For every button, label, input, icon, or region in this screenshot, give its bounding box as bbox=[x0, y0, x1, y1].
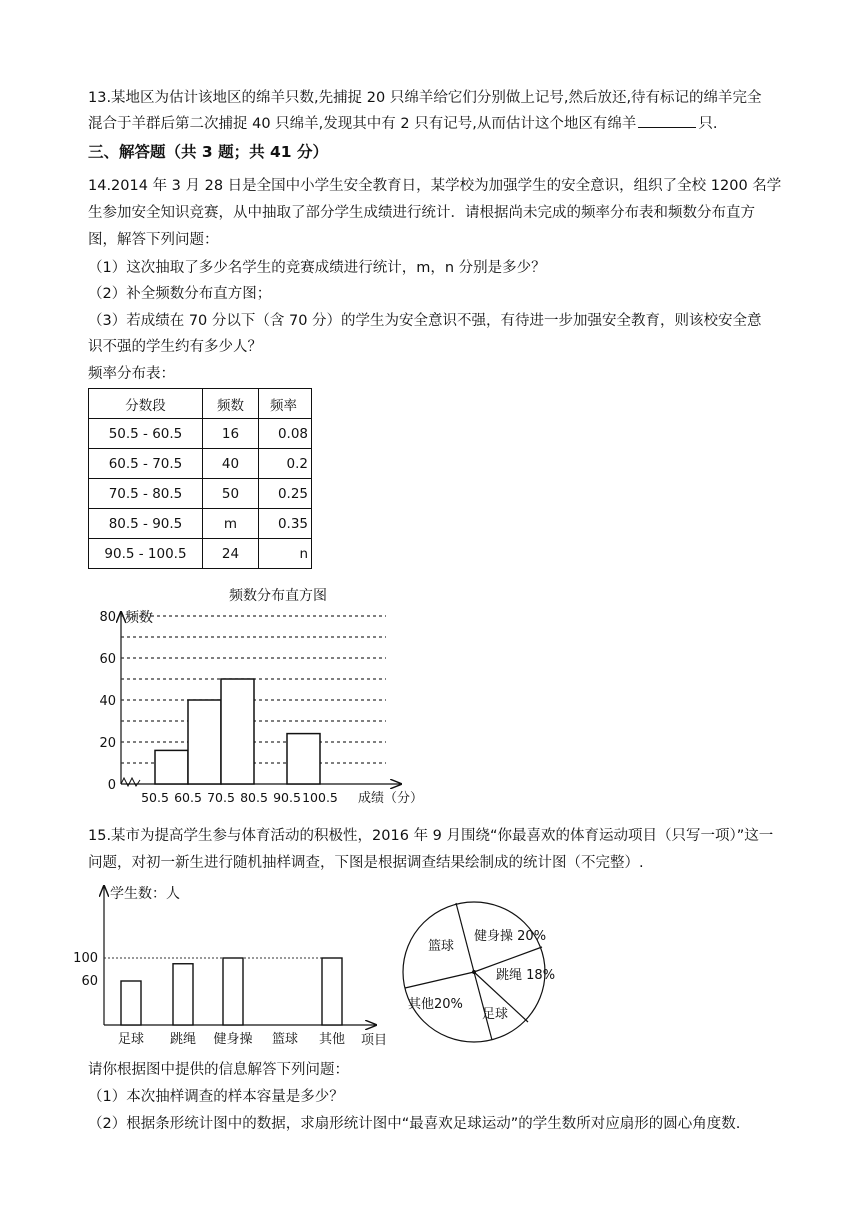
pie-label-basketball: 篮球 bbox=[428, 939, 455, 954]
histogram-y-label: 频数 bbox=[125, 610, 153, 626]
bar bbox=[173, 964, 193, 1025]
q14-line: 生参加安全知识竞赛，从中抽取了部分学生成绩进行统计．请根据尚未完成的频率分布表和频数分布直方 bbox=[88, 205, 755, 221]
histogram-x-tick: 80.5 bbox=[240, 790, 268, 805]
table-cell: n bbox=[259, 539, 312, 569]
q15-line: 请你根据图中提供的信息解答下列问题： bbox=[88, 1062, 349, 1078]
bar-category-label: 篮球 bbox=[271, 1032, 299, 1047]
histogram-x-tick: 60.5 bbox=[174, 790, 202, 805]
q14-line: 14.2014 年 3 月 28 日是全国中小学生安全教育日，某学校为加强学生的安全意识，组织了全校 1200 名学 bbox=[88, 178, 782, 194]
pie-label-aerobics-pct: 20% bbox=[517, 929, 547, 944]
q15-line: 问题，对初一新生进行随机抽样调查，下图是根据调查结果绘制成的统计图（不完整）. bbox=[88, 855, 644, 871]
histogram-y-tick: 0 bbox=[107, 778, 116, 793]
histogram-y-tick: 80 bbox=[99, 610, 116, 625]
histogram-x-tick: 50.5 bbox=[141, 790, 169, 805]
pie-label-other-pct: 20% bbox=[434, 997, 463, 1012]
histogram-bar bbox=[188, 700, 221, 784]
table-cell: 90.5 - 100.5 bbox=[89, 539, 203, 569]
table-header-row bbox=[89, 389, 312, 419]
table-cell: 0.25 bbox=[259, 479, 312, 509]
pie-label-aerobics-name: 健身操 bbox=[474, 929, 514, 944]
histogram-bar bbox=[221, 679, 254, 784]
table-row bbox=[89, 479, 312, 509]
table-row bbox=[89, 509, 312, 539]
bar bbox=[223, 958, 243, 1025]
pie-label-other bbox=[408, 996, 463, 1012]
pie-label-rope bbox=[496, 968, 555, 983]
table-row bbox=[89, 539, 312, 569]
table-header: 分数段 bbox=[89, 389, 203, 419]
table-cell: 0.35 bbox=[259, 509, 312, 539]
pie-label-other-name: 其他 bbox=[408, 997, 435, 1012]
bar-category-label: 跳绳 bbox=[169, 1032, 197, 1047]
q15-line: （2）根据条形统计图中的数据，求扇形统计图中“最喜欢足球运动”的学生数所对应扇形的圆心角度数. bbox=[88, 1116, 741, 1132]
histogram-x-tick: 70.5 bbox=[207, 790, 235, 805]
table-header: 频数 bbox=[203, 389, 259, 419]
bar-y-tick: 100 bbox=[73, 951, 98, 966]
table-cell: 16 bbox=[203, 419, 259, 449]
pie-center bbox=[472, 970, 476, 974]
bar-category-label: 其他 bbox=[318, 1032, 346, 1047]
bar-y-tick: 60 bbox=[81, 974, 98, 989]
table-row bbox=[89, 419, 312, 449]
table-cell: 0.08 bbox=[259, 419, 312, 449]
answer-blank bbox=[638, 113, 696, 128]
q13-line2 bbox=[88, 113, 717, 134]
histogram-x-tick: 100.5 bbox=[302, 790, 338, 805]
pie-label-aerobics bbox=[474, 928, 546, 944]
q14-line: 识不强的学生约有多少人？ bbox=[88, 339, 262, 355]
pie-label-football: 足球 bbox=[482, 1007, 509, 1022]
q15-line: 15.某市为提高学生参与体育活动的积极性，2016 年 9 月围绕“你最喜欢的体育运动项目（只写一项）”这一 bbox=[88, 828, 774, 844]
table-cell: 50 bbox=[203, 479, 259, 509]
histogram-title: 频数分布直方图 bbox=[229, 588, 327, 604]
frequency-table bbox=[88, 388, 312, 569]
q14-line: 图，解答下列问题： bbox=[88, 232, 219, 248]
histogram-x-label: 成绩（分） bbox=[358, 791, 424, 806]
q13-line1: 13.某地区为估计该地区的绵羊只数,先捕捉 20 只绵羊给它们分别做上记号,然后放还,待有标记的绵羊完全 bbox=[88, 90, 762, 106]
histogram-x-tick: 90.5 bbox=[273, 790, 301, 805]
q14-line: （2）补全频数分布直方图； bbox=[88, 286, 272, 302]
table-cell: 50.5 - 60.5 bbox=[89, 419, 203, 449]
frequency-histogram bbox=[88, 580, 448, 812]
student-bar-chart bbox=[73, 880, 398, 1050]
histogram-bar bbox=[155, 750, 188, 784]
histogram-y-tick: 40 bbox=[99, 694, 116, 709]
q15-line: （1）本次抽样调查的样本容量是多少？ bbox=[88, 1089, 344, 1105]
q14-line: （1）这次抽取了多少名学生的竞赛成绩进行统计，m，n 分别是多少？ bbox=[88, 260, 546, 276]
histogram-bar bbox=[287, 734, 320, 784]
q14-line: （3）若成绩在 70 分以下（含 70 分）的学生为安全意识不强，有待进一步加强安全教育，则该校安全意 bbox=[88, 313, 762, 329]
table-cell: 24 bbox=[203, 539, 259, 569]
table-cell: 60.5 - 70.5 bbox=[89, 449, 203, 479]
table-row bbox=[89, 449, 312, 479]
section-heading: 三、解答题（共 3 题；共 41 分） bbox=[88, 143, 328, 161]
table-cell: m bbox=[203, 509, 259, 539]
pie-label-rope-pct: 18% bbox=[526, 968, 556, 983]
histogram-y-tick: 20 bbox=[99, 736, 116, 751]
table-cell: 80.5 - 90.5 bbox=[89, 509, 203, 539]
q14-line: 频率分布表： bbox=[88, 366, 175, 382]
q13-line2-text: 混合于羊群后第二次捕捉 40 只绵羊,发现其中有 2 只有记号,从而估计这个地区有绵羊 bbox=[88, 116, 637, 132]
axis-break-mark bbox=[121, 778, 140, 786]
bar-chart-x-label: 项目 bbox=[361, 1033, 388, 1048]
bar-chart-y-label: 学生数：人 bbox=[110, 886, 180, 902]
sport-pie-chart bbox=[398, 900, 566, 1054]
bar-category-label: 足球 bbox=[117, 1032, 145, 1047]
pie-divider bbox=[474, 972, 492, 1040]
histogram-y-tick: 60 bbox=[99, 652, 116, 667]
table-cell: 0.2 bbox=[259, 449, 312, 479]
bar-category-label: 健身操 bbox=[213, 1032, 253, 1047]
table-cell: 70.5 - 80.5 bbox=[89, 479, 203, 509]
pie-label-rope-name: 跳绳 bbox=[496, 968, 523, 983]
bar bbox=[121, 981, 141, 1025]
pie-divider bbox=[456, 903, 474, 972]
table-cell: 40 bbox=[203, 449, 259, 479]
pie-divider bbox=[405, 972, 474, 988]
table-header: 频率 bbox=[259, 389, 312, 419]
q13-line2-tail: 只. bbox=[698, 116, 718, 132]
bar bbox=[322, 958, 342, 1025]
